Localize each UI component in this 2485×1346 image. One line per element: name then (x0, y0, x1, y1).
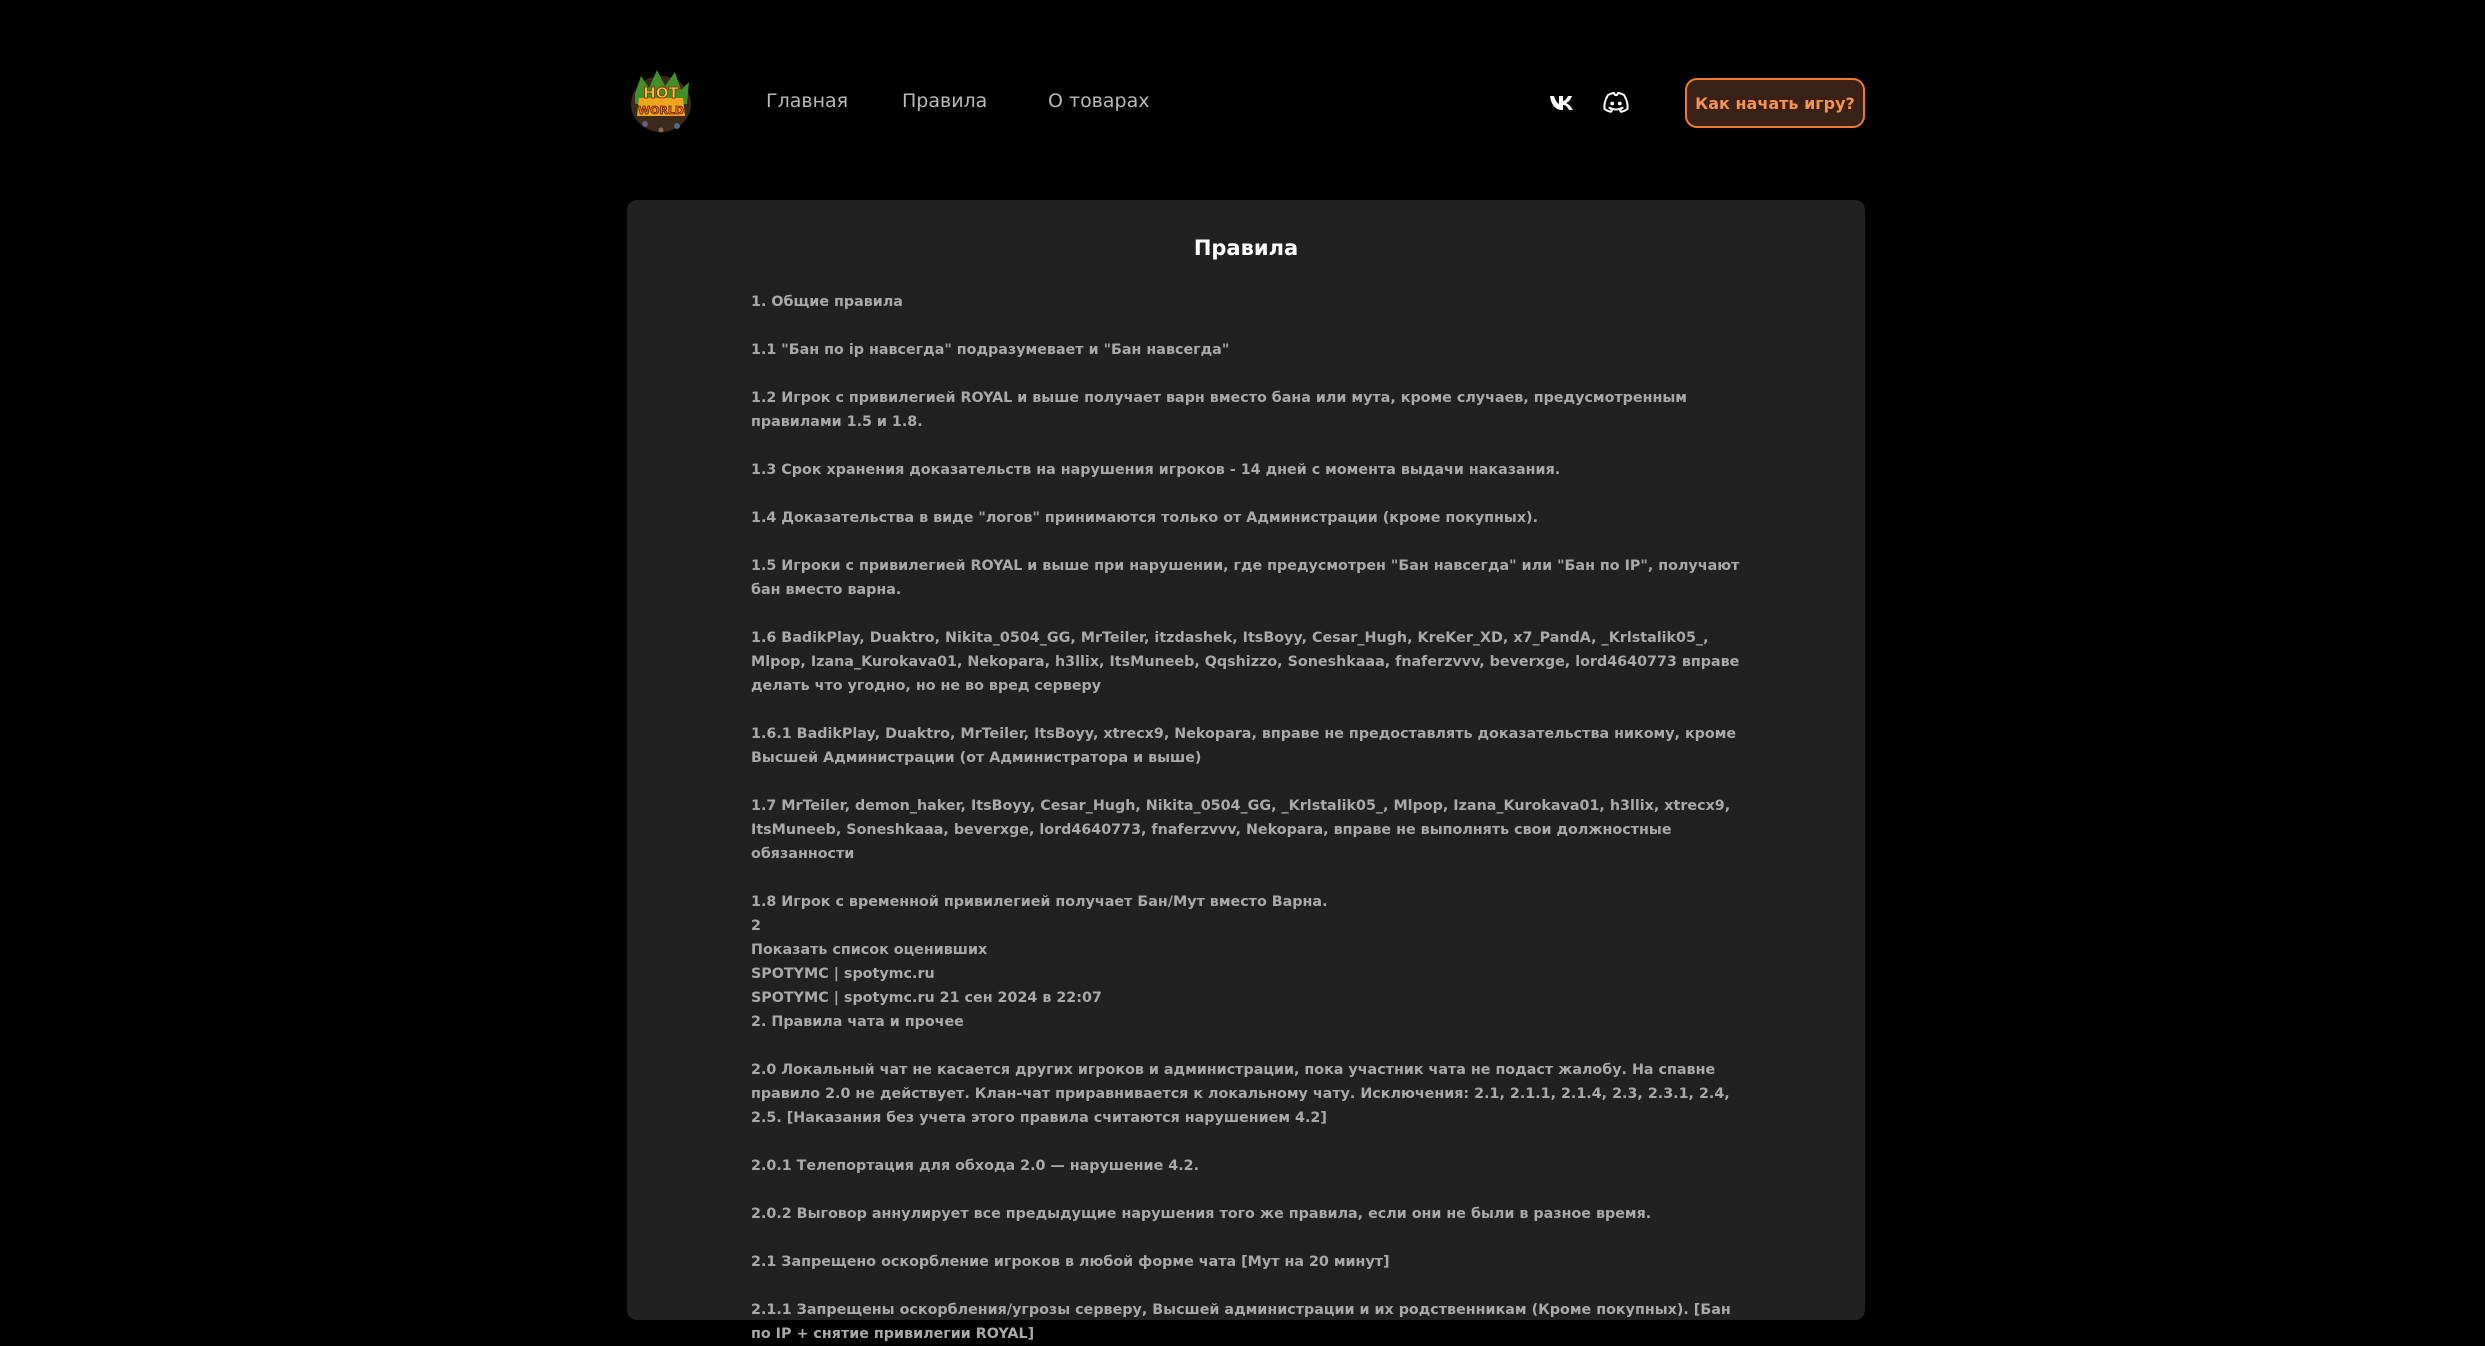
rule-line: 1.6 BadikPlay, Duaktro, Nikita_0504_GG, MrTeiler, itzdashek, ItsBoyy, Cesar_Hugh, KreKer_XD, x7_PandA, _Krlstalik05_, Mlpop, Izana_Kurokava01, Nekopara, h3llix, ItsMuneeb, Qqshizzo, Soneshkaaa, fnaferzvvv, beverxge, lord4640773 вправе делать что угодно, но не во вред серверу (751, 630, 1740, 694)
rules-panel (627, 200, 1865, 1342)
rule-line: 2.1 Запрещено оскорбление игроков в любой форме чата [Мут на 20 минут] (751, 1254, 1390, 1270)
rule-line: 1.7 MrTeiler, demon_haker, ItsBoyy, Cesar_Hugh, Nikita_0504_GG, _Krlstalik05_, Mlpop, Izana_Kurokava01, h3llix, xtrecx9, ItsMuneeb, Soneshkaaa, beverxge, lord4640773, fnaferzvvv, Nekopara, вправе не выполнять свои должностные обязанности (751, 798, 1731, 862)
nav-link-home[interactable]: Главная (766, 90, 849, 112)
rules-text (751, 290, 1751, 1346)
rule-line: 1.4 Доказательства в виде "логов" принимаются только от Администрации (кроме покупных). (751, 510, 1539, 526)
author-date-line: SPOTYMC | spotymc.ru 21 сен 2024 в 22:07 (751, 990, 1102, 1006)
rating-count: 2 (751, 918, 761, 934)
rule-line: 1.6.1 BadikPlay, Duaktro, MrTeiler, ItsBoyy, xtrecx9, Nekopara, вправе не предоставлять доказательства никому, кроме Высшей Администрации (от Администратора и выше) (751, 726, 1737, 766)
how-to-start-button[interactable]: Как начать игру? (1685, 78, 1865, 128)
rule-line: 1.1 "Бан по ip навсегда" подразумевает и "Бан навсегда" (751, 342, 1230, 358)
rule-line: 2.0.1 Телепортация для обхода 2.0 — нарушение 4.2. (751, 1158, 1199, 1174)
rule-line: 1.2 Игрок с привилегией ROYAL и выше получает варн вместо бана или мута, кроме случаев, предусмотренным правилами 1.5 и 1.8. (751, 390, 1687, 430)
nav-link-rules[interactable]: Правила (902, 90, 988, 112)
show-raters-link[interactable]: Показать список оценивших (751, 942, 988, 958)
site-logo[interactable] (627, 64, 695, 136)
author-line: SPOTYMC | spotymc.ru (751, 966, 935, 982)
vk-icon (1549, 94, 1575, 110)
discord-icon (1603, 92, 1629, 112)
rule-line: 2.0.2 Выговор аннулирует все предыдущие нарушения того же правила, если они не были в разное время. (751, 1206, 1652, 1222)
logo-text-world: WORLD (637, 104, 685, 117)
site-header (627, 62, 1865, 146)
rule-line: 1. Общие правила (751, 294, 903, 310)
page-title: Правила (1193, 236, 1299, 260)
rule-line: 1.3 Срок хранения доказательств на нарушения игроков - 14 дней с момента выдачи наказания. (751, 462, 1561, 478)
nav-link-products[interactable]: О товарах (1048, 90, 1150, 112)
rule-line: 2.0 Локальный чат не касается других игроков и администрации, пока участник чата не подаст жалобу. На спавне правило 2.0 не действует. Клан-чат приравнивается к локальному чату. Исключения: 2.1, 2.1.1, 2.1.4, 2.3, 2.3.1, 2.4, 2.5. [Наказания без учета этого правила считаются нарушением 4.2] (751, 1062, 1730, 1126)
logo-image (627, 64, 695, 136)
vk-link[interactable] (1546, 86, 1578, 118)
discord-link[interactable] (1600, 86, 1632, 118)
section-heading: 2. Правила чата и прочее (751, 1014, 964, 1030)
rule-line: 2.1.1 Запрещены оскорбления/угрозы серверу, Высшей администрации и их родственникам (Кроме покупных). [Бан по IP + снятие привилегии ROYAL] (751, 1302, 1731, 1342)
logo-text-hot: HOT (643, 84, 679, 102)
rule-line: 1.5 Игроки с привилегией ROYAL и выше при нарушении, где предусмотрен "Бан навсегда" или "Бан по IP", получают бан вместо варна. (751, 558, 1740, 598)
rule-line: 1.8 Игрок с временной привилегией получает Бан/Мут вместо Варна. (751, 894, 1328, 910)
